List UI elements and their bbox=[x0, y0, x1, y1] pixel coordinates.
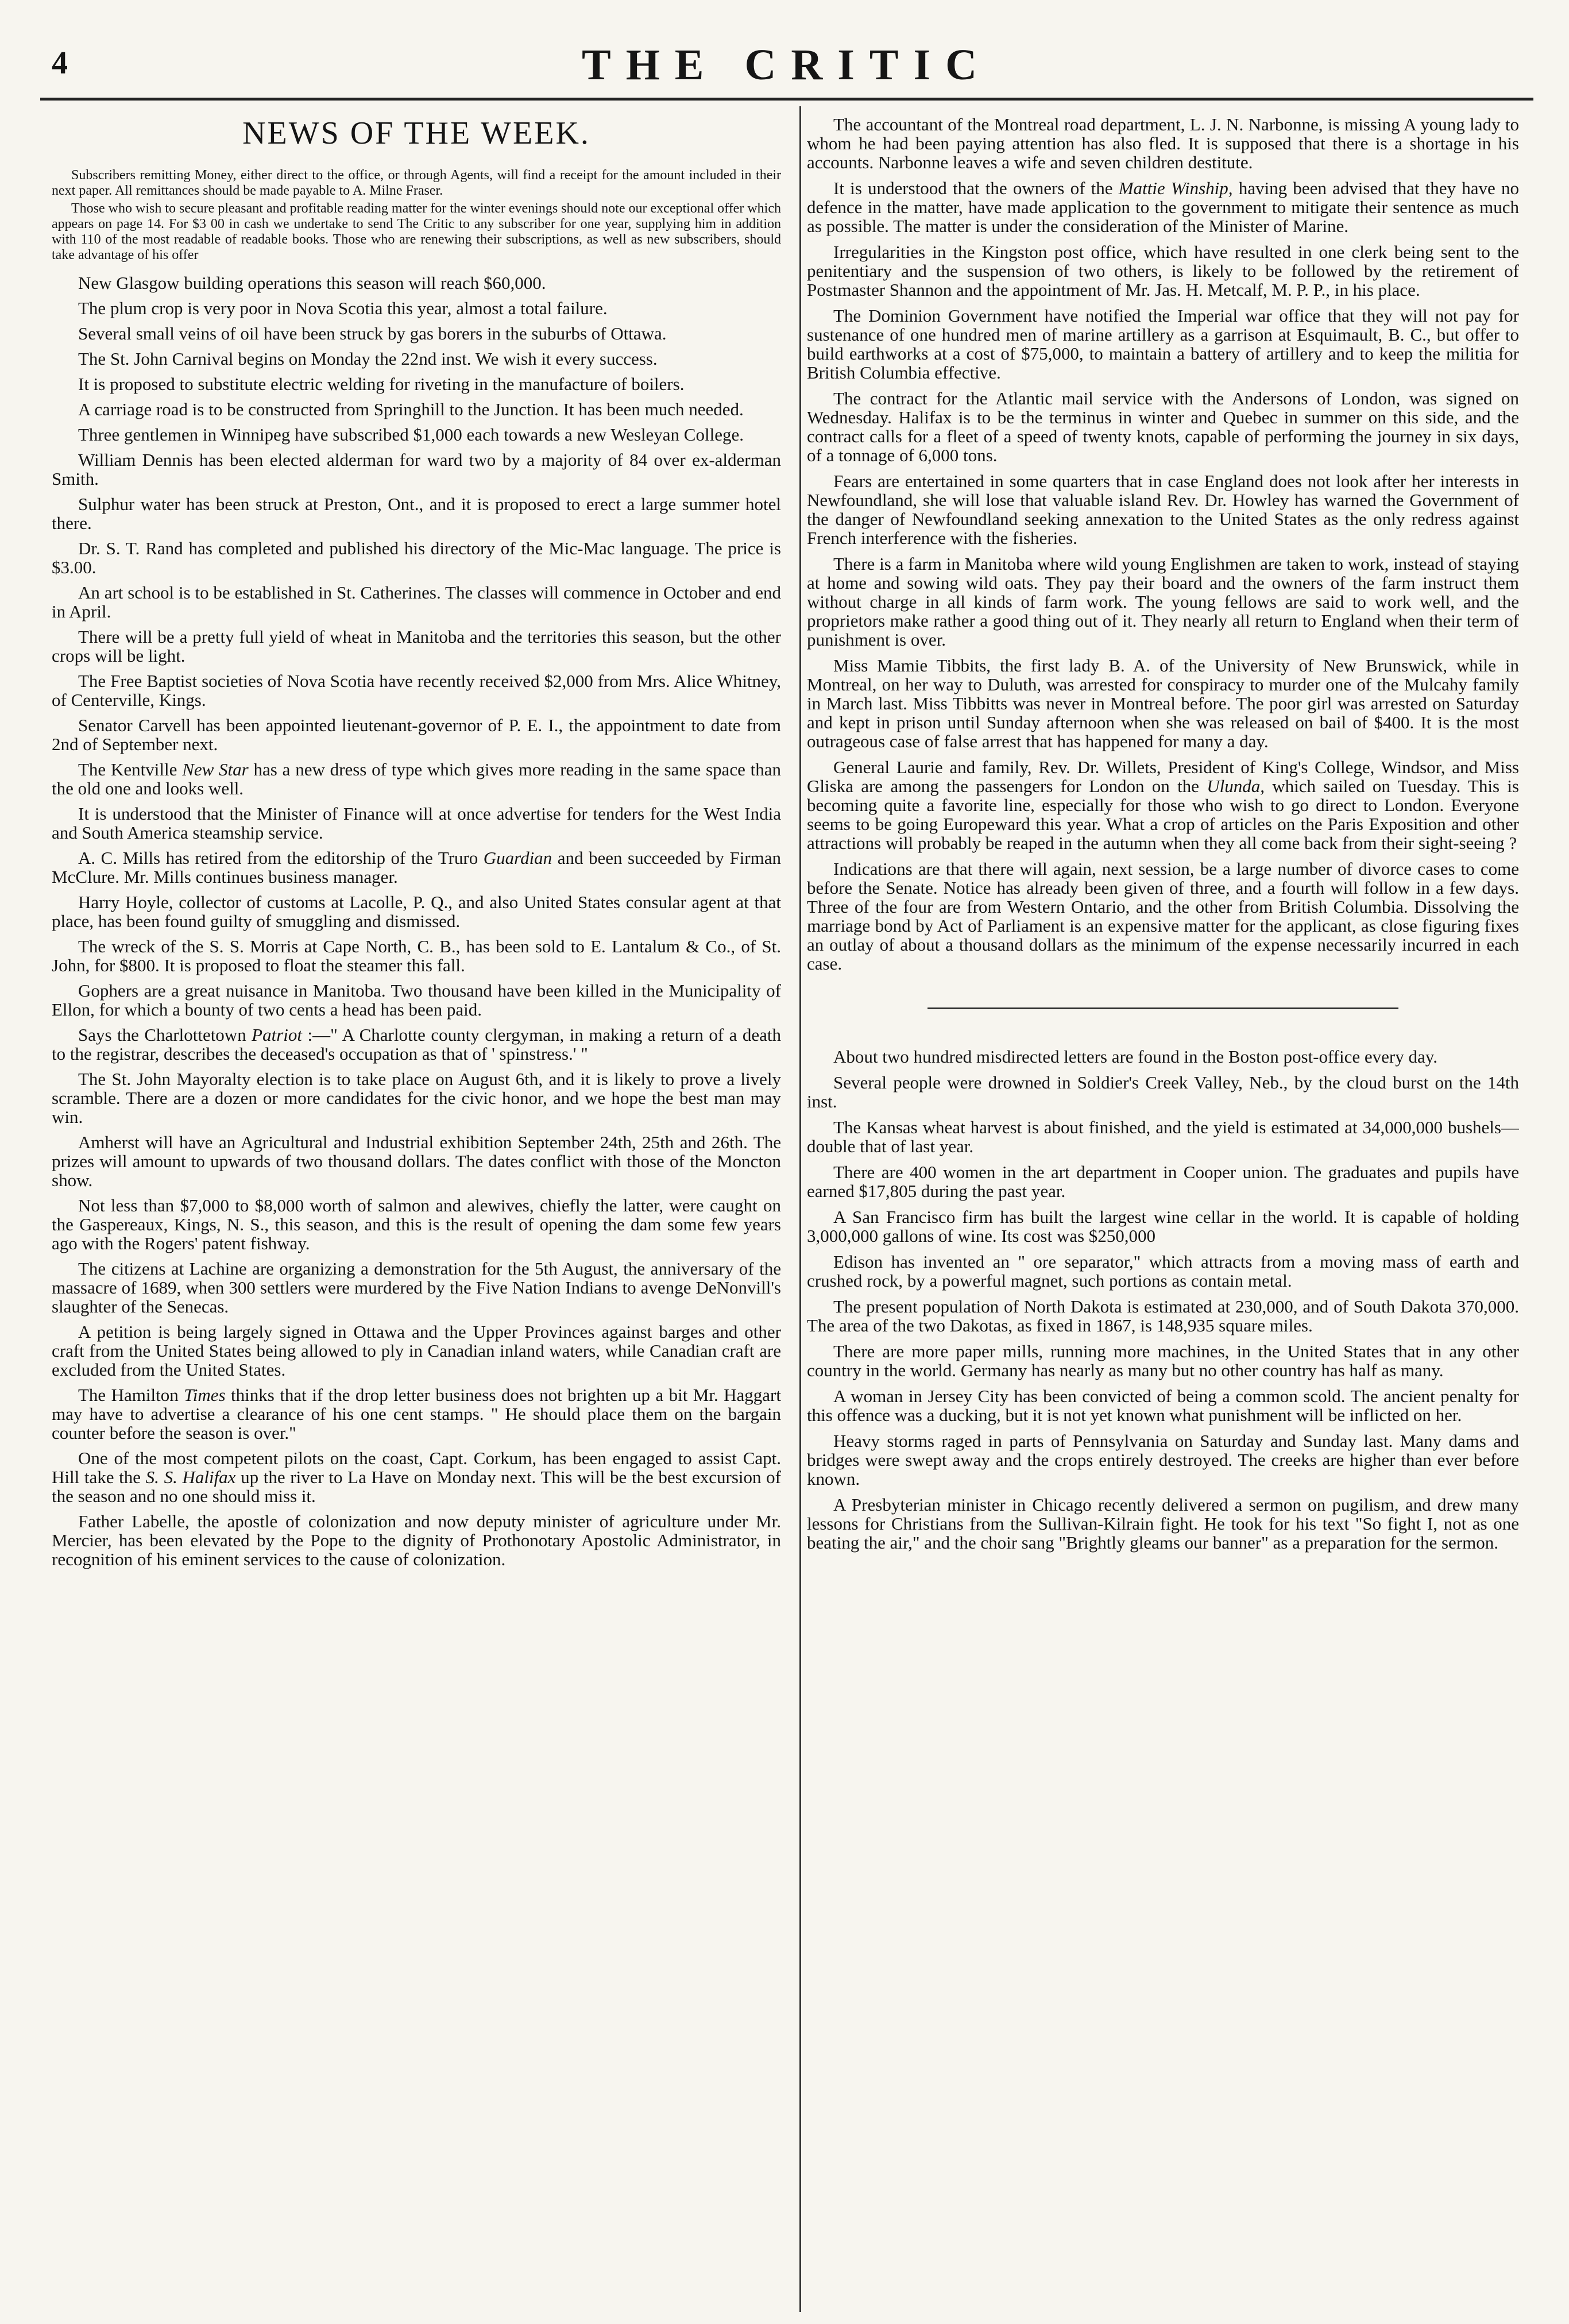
news-text: There are 400 women in the art department in Cooper union. The graduates and pupils have earned $17,805 during the past year. bbox=[807, 1162, 1519, 1201]
news-text: There are more paper mills, running more machines, in the United States that in any other country in the world. Germany has nearly as many but no other country has half as many. bbox=[807, 1341, 1519, 1380]
news-item bbox=[52, 425, 781, 444]
news-item bbox=[807, 472, 1519, 547]
news-item bbox=[52, 1512, 781, 1569]
news-text: which sailed on Tuesday. This is becoming quite a favorite line, especially for those who wish to go direct to London. Everyone seems to be going Europeward this year. What a crop of articles on the Paris Exposition and other attractions will probably be reaped in the autumn when they all come back from their sight-seeing ? bbox=[807, 776, 1519, 853]
news-text: Sulphur water has been struck at Preston, Ont., and it is proposed to erect a large summer hotel there. bbox=[52, 494, 781, 533]
news-item bbox=[807, 115, 1519, 172]
news-text: The plum crop is very poor in Nova Scotia this year, almost a total failure. bbox=[78, 298, 608, 318]
news-item bbox=[52, 1259, 781, 1316]
italic-title: S. S. Halifax bbox=[145, 1467, 236, 1487]
news-text: It is understood that the owners of the bbox=[833, 178, 1119, 198]
news-text: and been succeeded by Firman McClure. Mr. Mills continues business manager. bbox=[52, 848, 781, 887]
news-text: Several people were drowned in Soldier's Creek Valley, Neb., by the cloud burst on the 14th inst. bbox=[807, 1072, 1519, 1111]
news-text: It is understood that the Minister of Finance will at once advertise for tenders for the West India and South America steamship service. bbox=[52, 804, 781, 843]
news-text: The St. John Mayoralty election is to take place on August 6th, and it is likely to prove a lively scramble. There are a dozen or more candidates for the civic honor, and we hope the best man may win. bbox=[52, 1069, 781, 1127]
news-text: The Hamilton bbox=[78, 1385, 184, 1405]
news-text: has a new dress of type which gives more reading in the same space than the old one and looks well. bbox=[52, 759, 781, 798]
news-item bbox=[52, 1196, 781, 1253]
news-item bbox=[807, 1495, 1519, 1552]
news-text: The Dominion Government have notified the Imperial war office that they will not pay for sustenance of one hundred men of marine artillery as a garrison at Esquimault, B. C., but offer to build earthworks at a cost of $75,000, to maintain a battery of artillery and to keep the militia for British Columbia effective. bbox=[807, 306, 1519, 383]
news-text: Edison has invented an " ore separator," which attracts from a moving mass of earth and crushed rock, by a powerful magnet, such portions as contain metal. bbox=[807, 1252, 1519, 1291]
news-text: A petition is being largely signed in Ottawa and the Upper Provinces against barges and other craft from the United States being allowed to ply in Canadian inland waters, while Canadian craft are excluded from the United States. bbox=[52, 1322, 781, 1380]
news-item bbox=[807, 1118, 1519, 1156]
news-item bbox=[52, 1385, 781, 1442]
news-item bbox=[52, 937, 781, 975]
news-item bbox=[52, 324, 781, 343]
news-text: The Free Baptist societies of Nova Scotia have recently received $2,000 from Mrs. Alice Whitney, of Centerville, Kings. bbox=[52, 671, 781, 710]
news-text: The accountant of the Montreal road department, L. J. N. Narbonne, is missing A young lady to whom he had been paying attention has also fled. It is supposed that there is a shortage in his accounts. Narbonne leaves a wife and seven children destitute. bbox=[807, 115, 1519, 172]
news-text: Father Labelle, the apostle of colonization and now deputy minister of agriculture under Mr. Mercier, has been elevated by the Pope to the dignity of Prothonotary Apostolic Administrator, in recognition of his eminent services to the cause of colonization. bbox=[52, 1511, 781, 1569]
news-text: The Kansas wheat harvest is about finished, and the yield is estimated at 34,000,000 bushels—double that of last year. bbox=[807, 1117, 1519, 1156]
news-text: thinks that if the drop letter business does not brighten up a bit Mr. Haggart may have to advertise a clearance of his one cent stamps. " He should place them on the bargain counter before the season is over." bbox=[52, 1385, 781, 1443]
news-item bbox=[52, 1449, 781, 1505]
news-item bbox=[52, 583, 781, 621]
news-text: :—" A Charlotte county clergyman, in making a return of a death to the registrar, describes the deceased's occupation as that of ' spinstress.' " bbox=[52, 1025, 781, 1064]
news-item bbox=[807, 1073, 1519, 1111]
news-item bbox=[52, 375, 781, 393]
subscriber-notice: Subscribers remitting Money, either direct to the office, or through Agents, will find a receipt for the amount included in their next paper. All remittances should be made payable to A. Milne Fraser. bbox=[52, 168, 781, 198]
news-item bbox=[52, 848, 781, 886]
news-text: Fears are entertained in some quarters that in case England does not look after her interests in Newfoundland, she will lose that valuable island Rev. Dr. Howley has warned the Government of the danger of Newfoundland seeking annexation to the United States as the only redress against French interference with the fisheries. bbox=[807, 471, 1519, 548]
news-item bbox=[52, 495, 781, 532]
news-item bbox=[52, 671, 781, 709]
news-text: Heavy storms raged in parts of Pennsylvania on Saturday and Sunday last. Many dams and bridges were swept away and the crops entirely destroyed. The creeks are higher than ever before known. bbox=[807, 1431, 1519, 1489]
news-item bbox=[807, 1047, 1519, 1066]
news-item bbox=[52, 804, 781, 842]
news-item bbox=[52, 716, 781, 754]
news-text: A Presbyterian minister in Chicago recently delivered a sermon on pugilism, and drew many lessons for Christians from the Sullivan-Kilrain fight. He took for his text "So fight I, not as one beating the air," and the choir sang "Brightly gleams our banner" as a preparation for the sermon. bbox=[807, 1495, 1519, 1553]
news-text: Not less than $7,000 to $8,000 worth of salmon and alewives, chiefly the latter, were caught on the Gaspereaux, Kings, N. S., this season, and this is the result of opening the dam some few years ago with the Rogers' patent fishway. bbox=[52, 1195, 781, 1253]
news-item bbox=[52, 539, 781, 577]
italic-title: New Star bbox=[182, 759, 249, 779]
news-text: One of the most competent pilots on the coast, Capt. Corkum, has been engaged to assist Capt. Hill take the bbox=[52, 1448, 781, 1487]
page-number: 4 bbox=[52, 45, 68, 81]
news-text: Dr. S. T. Rand has completed and published his directory of the Mic-Mac language. The price is $3.00. bbox=[52, 538, 781, 577]
news-item bbox=[52, 273, 781, 292]
news-text: Three gentlemen in Winnipeg have subscribed $1,000 each towards a new Wesleyan College. bbox=[78, 424, 744, 445]
news-item bbox=[52, 1322, 781, 1379]
news-item bbox=[807, 758, 1519, 852]
news-text: Senator Carvell has been appointed lieutenant-governor of P. E. I., the appointment to date from 2nd of September next. bbox=[52, 715, 781, 754]
news-text: The wreck of the S. S. Morris at Cape North, C. B., has been sold to E. Lantalum & Co., of St. John, for $800. It is proposed to float the steamer this fall. bbox=[52, 936, 781, 975]
column-rule bbox=[799, 106, 801, 2312]
news-item bbox=[807, 1163, 1519, 1200]
news-text: About two hundred misdirected letters are found in the Boston post-office every day. bbox=[833, 1047, 1438, 1067]
news-item bbox=[52, 400, 781, 419]
news-item bbox=[807, 389, 1519, 465]
news-text: Harry Hoyle, collector of customs at Lacolle, P. Q., and also United States consular agent at that place, has been found guilty of smuggling and dismissed. bbox=[52, 892, 781, 931]
italic-title: Mattie Winship, bbox=[1118, 178, 1233, 198]
news-items-right-bottom bbox=[807, 1047, 1519, 1552]
news-item bbox=[52, 627, 781, 665]
news-item bbox=[52, 349, 781, 368]
news-item bbox=[807, 1387, 1519, 1424]
news-text: A San Francisco firm has built the largest wine cellar in the world. It is capable of holding 3,000,000 gallons of wine. Its cost was $250,000 bbox=[807, 1207, 1519, 1246]
news-item bbox=[807, 1431, 1519, 1488]
news-item bbox=[52, 893, 781, 931]
section-title: NEWS OF THE WEEK. bbox=[242, 115, 590, 151]
news-item bbox=[807, 1252, 1519, 1290]
news-text: Several small veins of oil have been struck by gas borers in the suburbs of Ottawa. bbox=[78, 323, 667, 343]
news-item bbox=[807, 179, 1519, 236]
news-text: The St. John Carnival begins on Monday the 22nd inst. We wish it every success. bbox=[78, 349, 658, 369]
news-text: A woman in Jersey City has been convicted of being a common scold. The ancient penalty for this offence was a ducking, but it is not yet known what punishment will be inflicted on her. bbox=[807, 1386, 1519, 1425]
news-item bbox=[807, 1297, 1519, 1335]
subscriber-notice: Those who wish to secure pleasant and profitable reading matter for the winter evenings should note our exceptional offer which appears on page 14. For $3 00 in cash we undertake to send The Critic to any subscriber for one year, supplying him in addition with 110 of the most readable of readable books. Those who are renewing their subscriptions, as well as new subscribers, should take advantage of his offer bbox=[52, 201, 781, 262]
news-item bbox=[807, 242, 1519, 299]
news-text: New Glasgow building operations this season will reach $60,000. bbox=[78, 273, 546, 293]
right-column bbox=[807, 115, 1519, 2315]
news-text: There will be a pretty full yield of wheat in Manitoba and the territories this season, but the other crops will be light. bbox=[52, 627, 781, 666]
news-text: The contract for the Atlantic mail service with the Andersons of London, was signed on Wednesday. Halifax is to be the terminus in winter and Quebec in summer on this side, and the contract calls for a fleet of a speed of twenty knots, capable of performing the journey in six days, of a tonnage of 6,000 tons. bbox=[807, 388, 1519, 465]
news-text: An art school is to be established in St. Catherines. The classes will commence in October and end in April. bbox=[52, 582, 781, 621]
news-items-left bbox=[52, 273, 781, 1569]
news-text: The present population of North Dakota is estimated at 230,000, and of South Dakota 370,000. The area of the two Dakotas, as fixed in 1867, is 148,935 square miles. bbox=[807, 1296, 1519, 1335]
italic-title: Ulunda, bbox=[1207, 776, 1265, 796]
news-item bbox=[52, 1133, 781, 1190]
italic-title: Patriot bbox=[252, 1025, 302, 1045]
italic-title: Times bbox=[184, 1385, 226, 1405]
news-items-right-top bbox=[807, 115, 1519, 973]
news-item bbox=[52, 1070, 781, 1126]
news-text: It is proposed to substitute electric welding for riveting in the manufacture of boilers. bbox=[78, 374, 685, 394]
news-item bbox=[52, 450, 781, 488]
news-text: The citizens at Lachine are organizing a demonstration for the 5th August, the anniversary of the massacre of 1689, when 300 settlers were murdered by the Five Nation Indians to avenge DeNonvill's slaughter of the Senecas. bbox=[52, 1258, 781, 1317]
news-item bbox=[807, 859, 1519, 973]
header-rule bbox=[40, 98, 1533, 101]
section-divider bbox=[928, 1007, 1398, 1009]
news-item bbox=[807, 306, 1519, 382]
news-text: General Laurie and family, Rev. Dr. Willets, President of King's College, Windsor, and Miss Gliska are among the passengers for London on the bbox=[807, 757, 1519, 796]
news-item bbox=[807, 656, 1519, 751]
news-text: up the river to La Have on Monday next. This will be the best excursion of the season and no one should miss it. bbox=[52, 1467, 781, 1506]
news-item bbox=[52, 1025, 781, 1063]
news-item bbox=[52, 760, 781, 798]
masthead bbox=[40, 40, 1533, 103]
news-item bbox=[807, 554, 1519, 649]
news-text: A. C. Mills has retired from the editorship of the Truro bbox=[78, 848, 484, 868]
news-text: Amherst will have an Agricultural and Industrial exhibition September 24th, 25th and 26th. The prizes will amount to upwards of two thousand dollars. The dates conflict with those of the Moncton show. bbox=[52, 1132, 781, 1190]
news-item bbox=[807, 1207, 1519, 1245]
publication-title: THE CRITIC bbox=[582, 41, 992, 89]
news-text: Miss Mamie Tibbits, the first lady B. A. of the University of New Brunswick, while in Montreal, on her way to Duluth, was arrested for conspiracy to murder one of the Mulcahy family in March last. Miss Tibbitts was never in Montreal before. The poor girl was arrested on Saturday and kept in prison until Sunday afternoon when she was released on bail of $400. It is the most outrageous case of false arrest that has happened for many a day. bbox=[807, 655, 1519, 751]
news-item bbox=[52, 981, 781, 1019]
news-text: Says the Charlottetown bbox=[78, 1025, 252, 1045]
left-column bbox=[52, 115, 781, 2315]
news-item bbox=[807, 1342, 1519, 1380]
news-text: A carriage road is to be constructed from Springhill to the Junction. It has been much needed. bbox=[78, 399, 744, 419]
news-text: Indications are that there will again, next session, be a large number of divorce cases to come before the Senate. Notice has already been given of three, and a fourth will follow in a few days. Three of the four are from Western Ontario, and the other from British Columbia. Dissolving the marriage bond by Act of Parliament is an expensive matter for the applicant, as close figuring fixes an outlay of about a thousand dollars as the minimum of the expense necessarily incurred in each case. bbox=[807, 859, 1519, 974]
news-text: Gophers are a great nuisance in Manitoba. Two thousand have been killed in the Municipality of Ellon, for which a bounty of two cents a head has been paid. bbox=[52, 980, 781, 1020]
italic-title: Guardian bbox=[483, 848, 552, 868]
news-text: William Dennis has been elected alderman for ward two by a majority of 84 over ex-alderman Smith. bbox=[52, 450, 781, 489]
news-item bbox=[52, 299, 781, 318]
news-text: There is a farm in Manitoba where wild young Englishmen are taken to work, instead of staying at home and sowing wild oats. They pay their board and the owners of the farm instruct them without charge in all kinds of farm work. The young fellows are said to work well, and the proprietors make rather a good thing out of it. They nearly all return to England when their term of punishment is over. bbox=[807, 554, 1519, 650]
news-text: The Kentville bbox=[78, 759, 183, 779]
news-text: having been advised that they have no defence in the matter, have made application to the government to mitigate their sentence as much as possible. The matter is under the consideration of the Minister of Marine. bbox=[807, 178, 1519, 236]
news-text: Irregularities in the Kingston post office, which have resulted in one clerk being sent to the penitentiary and the suspension of two others, is likely to be followed by the retirement of Postmaster Shannon and the appointment of Mr. Jas. H. Metcalf, M. P. P., in his place. bbox=[807, 242, 1519, 300]
